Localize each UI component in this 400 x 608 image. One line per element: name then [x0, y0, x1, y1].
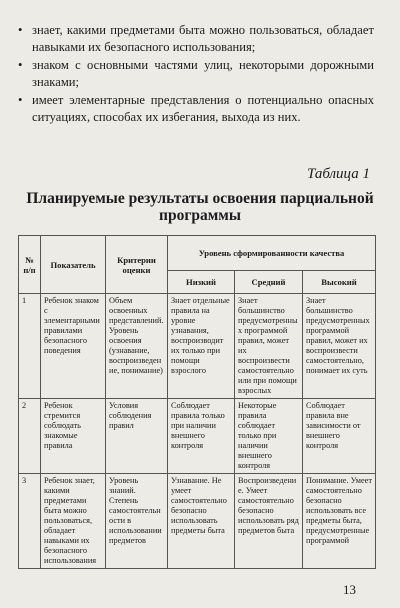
bullet-text: знаком с основными частями улиц, некоторыми дорожными знаками;	[32, 58, 374, 89]
cell-high: Понимание. Умеет самостоятельно безопасно использовать все предметы быта, предусмотренные программой	[303, 474, 376, 569]
bullet-list	[18, 22, 374, 127]
bullet-text: знает, какими предметами быта можно пользоваться, обладает навыками их безопасного использования;	[32, 23, 374, 54]
header-criteria: Критерии оценки	[106, 236, 168, 294]
header-mid: Средний	[235, 271, 303, 294]
cell-num: 2	[19, 399, 41, 474]
cell-mid: Знает большинство предусмотренных программой правил, может их воспроизвести самостоятельно или при помощи взрослых	[235, 294, 303, 399]
cell-num: 1	[19, 294, 41, 399]
bullet-marker: •	[18, 93, 23, 107]
cell-indicator: Ребенок знает, какими предметами быта можно пользоваться, обладает навыками их безопасного использования	[41, 474, 106, 569]
cell-criteria: Объем освоенных представлений. Уровень освоения (узнавание, воспроизведение, понимание)	[106, 294, 168, 399]
cell-low: Узнавание. Не умеет самостоятельно безопасно использовать предметы быта	[168, 474, 235, 569]
cell-mid: Некоторые правила соблюдает только при наличии внешнего контроля	[235, 399, 303, 474]
table-row	[19, 474, 376, 569]
bullet-marker: •	[18, 23, 23, 37]
header-indicator: Показатель	[41, 236, 106, 294]
cell-indicator: Ребенок стремится соблюдать знакомые правила	[41, 399, 106, 474]
table-row	[19, 294, 376, 399]
cell-mid: Воспроизведение. Умеет самостоятельно безопасно использовать ряд предметов быта	[235, 474, 303, 569]
header-level: Уровень сформированности качества	[168, 236, 376, 271]
cell-low: Знает отдельные правила на уровне узнавания, воспроизводит их только при помощи взрослого	[168, 294, 235, 399]
table-title: Планируемые результаты освоения парциальной программы	[26, 190, 374, 224]
cell-low: Соблюдает правила только при наличии внешнего контроля	[168, 399, 235, 474]
cell-criteria: Уровень знаний. Степень самостоятельности в использовании предметов	[106, 474, 168, 569]
cell-criteria: Условия соблюдения правил	[106, 399, 168, 474]
cell-high: Соблюдает правила вне зависимости от внешнего контроля	[303, 399, 376, 474]
bullet-marker: •	[18, 58, 23, 72]
header-num: № п/п	[19, 236, 41, 294]
results-table	[18, 235, 376, 569]
bullet-item	[18, 57, 374, 91]
cell-high: Знает большинство предусмотренных программой правил, может их воспроизвести самостоятельно, понимает их суть	[303, 294, 376, 399]
bullet-item	[18, 22, 374, 56]
header-low: Низкий	[168, 271, 235, 294]
header-high: Высокий	[303, 271, 376, 294]
table-header-row	[19, 236, 376, 271]
table-row	[19, 399, 376, 474]
page-number: 13	[343, 582, 356, 597]
table-caption: Таблица 1	[307, 166, 370, 182]
bullet-item	[18, 92, 374, 126]
bullet-text: имеет элементарные представления о потенциально опасных ситуациях, способах их избегания, выхода из них.	[32, 93, 374, 124]
cell-num: 3	[19, 474, 41, 569]
cell-indicator: Ребенок знаком с элементарными правилами безопасного поведения	[41, 294, 106, 399]
